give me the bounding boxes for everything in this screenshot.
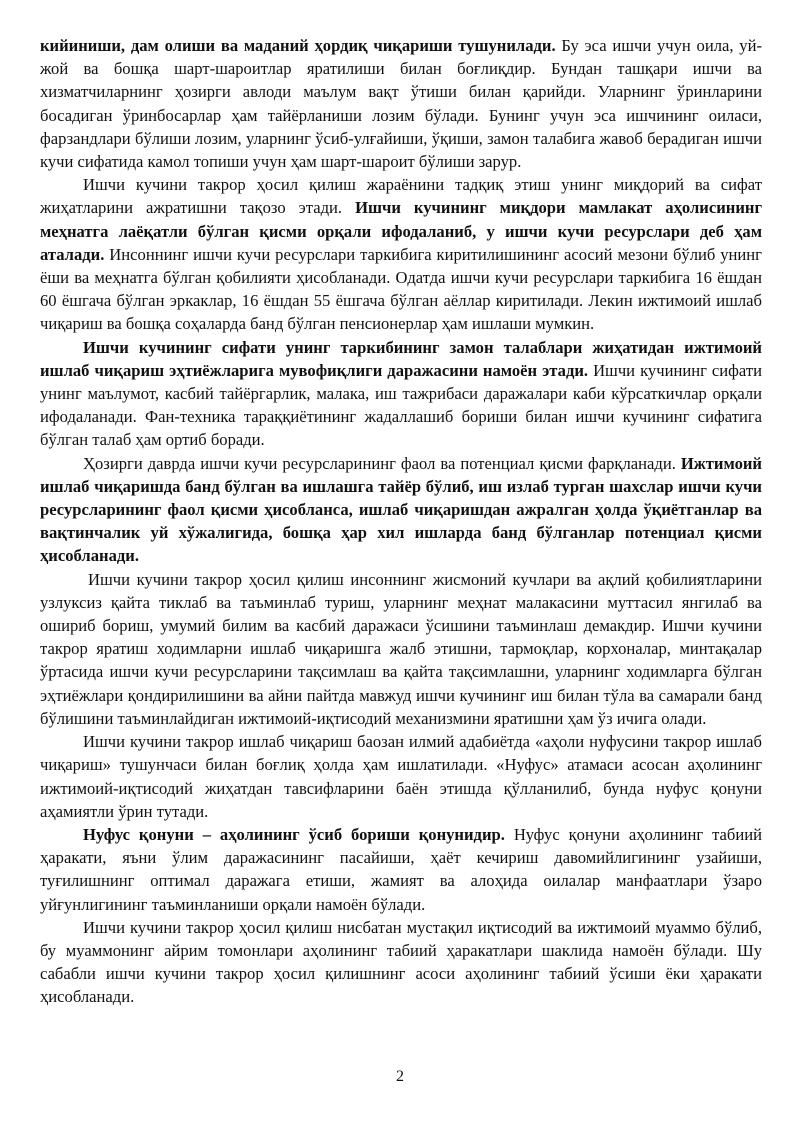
bold-text: Ишчи кучининг сифати унинг таркибининг замон талаблари жиҳатидан ижтимоий ишлаб чиқариш эҳтиёжларига мувофиқлиги даражасини намоён этади. [40, 337, 762, 380]
body-text: Ишчи кучини такрор ҳосил қилиш жараёнини тадқиқ этиш унинг миқдорий ва сифат жиҳатларини ажратишни тақозо этади. [40, 175, 762, 218]
page-number: 2 [396, 1068, 404, 1085]
bold-text: кийиниши, дам олиши ва маданий ҳордиқ чиқариши тушунилади. [40, 36, 556, 55]
body-text: Инсоннинг ишчи кучи ресурслари таркибига киритилишининг асосий мезони бўлиб унинг ёши ва меҳнатга бўлган қобилияти ҳисобланади. Одатда ишчи кучи ресурслари таркибига 16 ёшдан 60 ёшгача бўлган эркаклар, 16 ёшдан 55 ёшгача бўлган аёллар киритилади. Лекин ижтимоий ишлаб чиқариш ва бошқа соҳаларда банд бўлган пенсионерлар ҳам ишлаши мумкин. [40, 244, 762, 334]
paragraph-4 [40, 452, 762, 568]
paragraph-2 [40, 173, 762, 335]
bold-text: Нуфус қонуни – аҳолининг ўсиб бориши қонунидир. [83, 824, 505, 844]
paragraph-8: Ишчи кучини такрор ҳосил қилиш нисбатан мустақил иқтисодий ва ижтимоий муаммо бўлиб, бу муаммонинг айрим томонлари аҳолининг табиий ҳаракатлари шаклида намоён бўлади. Шу сабабли ишчи кучини такрор ҳосил қилишнинг асоси аҳолининг табиий ўсиши ёки ҳаракати ҳисобланади. [40, 917, 762, 1007]
body-text: Бу эса ишчи учун оила, уй-жой ва бошқа шарт-шароитлар яратилиши билан боғлиқдир. Бундан ташқари ишчи ва хизматчиларнинг ҳозирги авлоди маълум вақт ўтиши билан қарийди. Уларнинг ўринларини босадиган ўринбосарлар ҳам тайёрланиши лозим бўлади. Бунинг учун эса ишчининг оиласи, фарзандлари бўлиши лозим, уларнинг ўсиб-улғайиши, ўқиши, замон талабига жавоб берадиган ишчи кучи сифатида камол топиши учун ҳам шарт-шароит бўлиши зарур. [40, 36, 762, 172]
body-text: Ҳозирги даврда ишчи кучи ресурсларининг фаол ва потенциал қисми фарқланади. [83, 453, 681, 473]
bold-text: Ишчи кучининг миқдори мамлакат аҳолисининг меҳнатга лаёқатли бўлган қисми орқали ифодаланиб, у ишчи кучи ресурслари деб ҳам аталади. [40, 198, 762, 264]
document-page [40, 34, 762, 1009]
paragraph-6: Ишчи кучини такрор ишлаб чиқариш баозан илмий адабиётда «аҳоли нуфусини такрор ишлаб чиқариш» тушунчаси билан боғлиқ ҳолда ҳам ишлатилади. «Нуфус» атамаси асосан аҳолининг ижтимоий-иқтисодий жиҳатдан тавсифларини баён этишда қўлланилиб, бунда нуфус қонуни аҳамиятли ўрин тутади. [40, 732, 762, 821]
body-text: Нуфус қонуни аҳолининг табиий ҳаракати, яъни ўлим даражасининг пасайиши, ҳаёт кечириш давомийлигининг узайиши, туғилишнинг оптимал даражага етиши, жамият ва алоҳида оилалар манфаатлари ўзаро уйғунлигининг таъминланиши орқали намоён бўлади. [40, 824, 763, 914]
bold-text: Ижтимоий ишлаб чиқаришда банд бўлган ва ишлашга тайёр бўлиб, иш излаб турган шахслар ишчи кучи ресурсларининг фаол қисми ҳисобланса, ишлаб чиқаришдан ажралган ҳолда ўқиётганлар ва вақтинчалик уй хўжалигида, бошқа ҳар хил ишларда банд бўлганлар потенциал қисми ҳисобланади. [40, 453, 762, 566]
body-text: Ишчи кучининг сифати унинг маълумот, касбий тайёргарлик, малака, иш тажрибаси даражалари каби кўрсаткичлар орқали ифодаланади. Фан-техника тараққиётининг жадаллашиб бориши билан ишчи кучининг сифатига бўлган талаб ҳам ортиб боради. [40, 360, 762, 450]
paragraph-7 [40, 823, 762, 916]
paragraph-5: Ишчи кучини такрор ҳосил қилиш инсоннинг жисмоний кучлари ва ақлий қобилиятларини узлуксиз қайта тиклаб ва таъминлаб туриш, уларнинг меҳнат малакасини муттасил янгилаб ва ошириб бориш, умумий билим ва касбий даражаси ўсишини таъминлаш демакдир. Ишчи кучини такрор яратиш ходимларни ишлаб чиқаришга жалб этишни, тармоқлар, корхоналар, минтақалар ўртасида ишчи кучи ресурсларини тақсимлаш ва қайта тақсимлашни, уларнинг ходимларга бўлган эҳтиёжлари қондирилишини ва айни пайтда мавжуд ишчи кучининг иш билан тўла ва самарали банд бўлишини таъминлайдиган ижтимоий-иқтисодий механизмини яратишни ҳам ўз ичига олади. [40, 569, 762, 728]
paragraph-3 [40, 336, 762, 452]
paragraph-1 [40, 34, 762, 173]
